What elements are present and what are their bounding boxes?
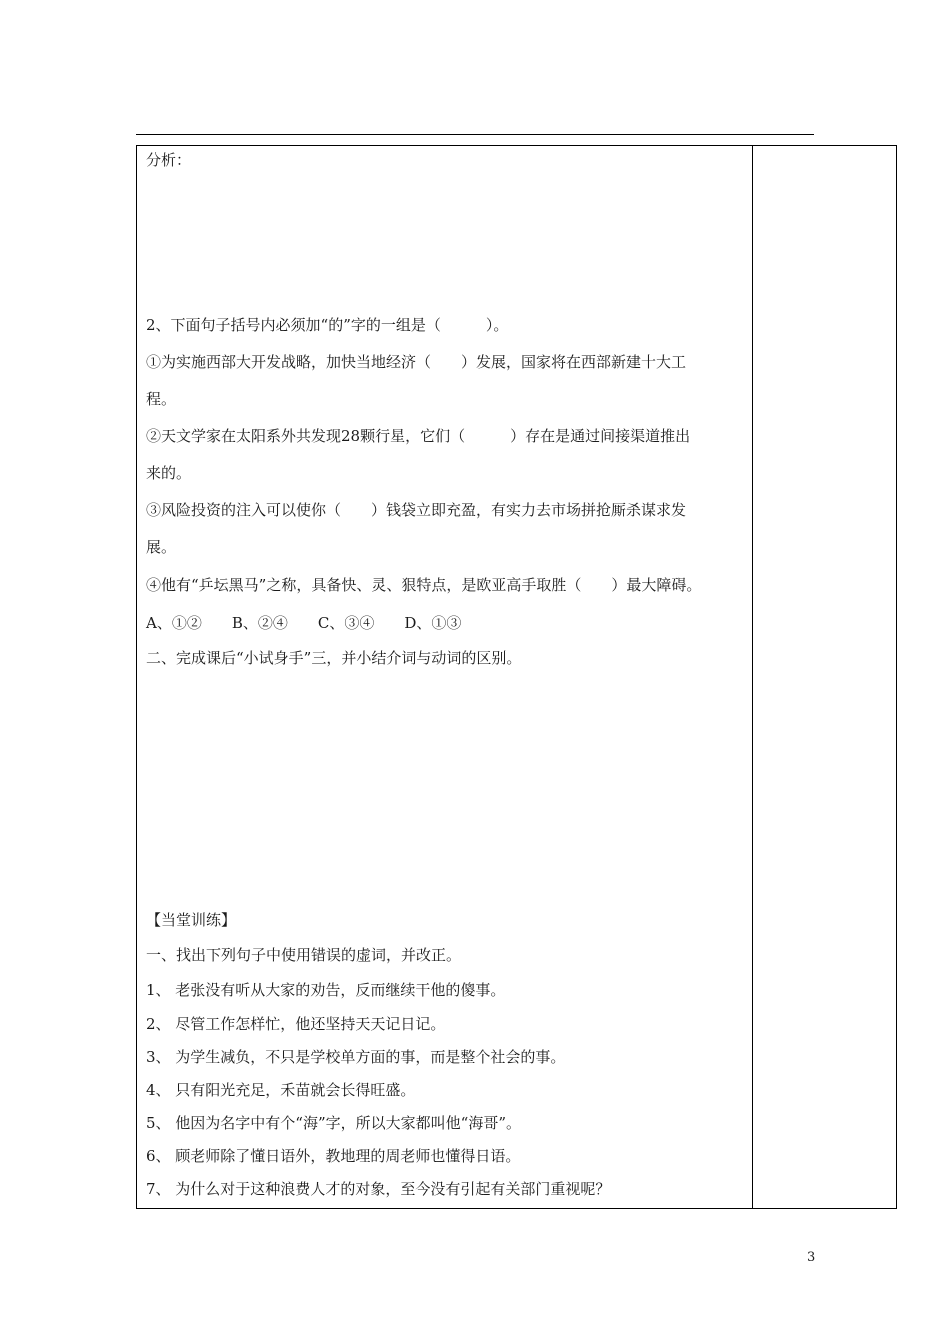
practice-item-1: 1、 老张没有听从大家的劝告，反而继续干他的傻事。 (146, 981, 506, 999)
header-rule (136, 134, 814, 135)
practice-item-3: 3、 为学生减负，不只是学校单方面的事，而是整个社会的事。 (146, 1048, 566, 1066)
question-2-stem: 2、下面句子括号内必须加“的”字的一组是（ ）。 (146, 316, 509, 334)
question-2-options: A、①② B、②④ C、③④ D、①③ (146, 614, 462, 632)
practice-item-6: 6、 顾老师除了懂日语外，教地理的周老师也懂得日语。 (146, 1147, 521, 1165)
practice-heading: 【当堂训练】 (146, 911, 237, 929)
question-2-sentence-1: ①为实施西部大开发战略，加快当地经济（ ）发展，国家将在西部新建十大工 (146, 353, 687, 371)
question-2-sentence-1-cont: 程。 (146, 390, 177, 408)
page-number: 3 (807, 1250, 816, 1265)
question-2-sentence-2-cont: 来的。 (146, 464, 192, 482)
question-2-sentence-2: ②天文学家在太阳系外共发现28颗行星，它们（ ）存在是通过间接渠道推出 (146, 427, 691, 445)
notes-column-divider (752, 145, 753, 1209)
practice-instruction: 一、找出下列句子中使用错误的虚词，并改正。 (146, 946, 462, 964)
practice-item-2: 2、 尽管工作怎样忙，他还坚持天天记日记。 (146, 1015, 446, 1033)
task-2-instruction: 二、完成课后“小试身手”三，并小结介词与动词的区别。 (146, 649, 522, 667)
question-2-sentence-3: ③风险投资的注入可以使你（ ）钱袋立即充盈，有实力去市场拼抢厮杀谋求发 (146, 501, 687, 519)
question-2-sentence-3-cont: 展。 (146, 538, 177, 556)
practice-item-4: 4、 只有阳光充足，禾苗就会长得旺盛。 (146, 1081, 416, 1099)
question-2-sentence-4: ④他有“乒坛黑马”之称，具备快、灵、狠特点，是欧亚高手取胜（ ）最大障碍。 (146, 576, 702, 594)
analysis-label: 分析： (146, 151, 192, 169)
practice-item-7: 7、 为什么对于这种浪费人才的对象，至今没有引起有关部门重视呢？ (146, 1180, 611, 1198)
practice-item-5: 5、 他因为名字中有个“海”字，所以大家都叫他“海哥”。 (146, 1114, 521, 1132)
